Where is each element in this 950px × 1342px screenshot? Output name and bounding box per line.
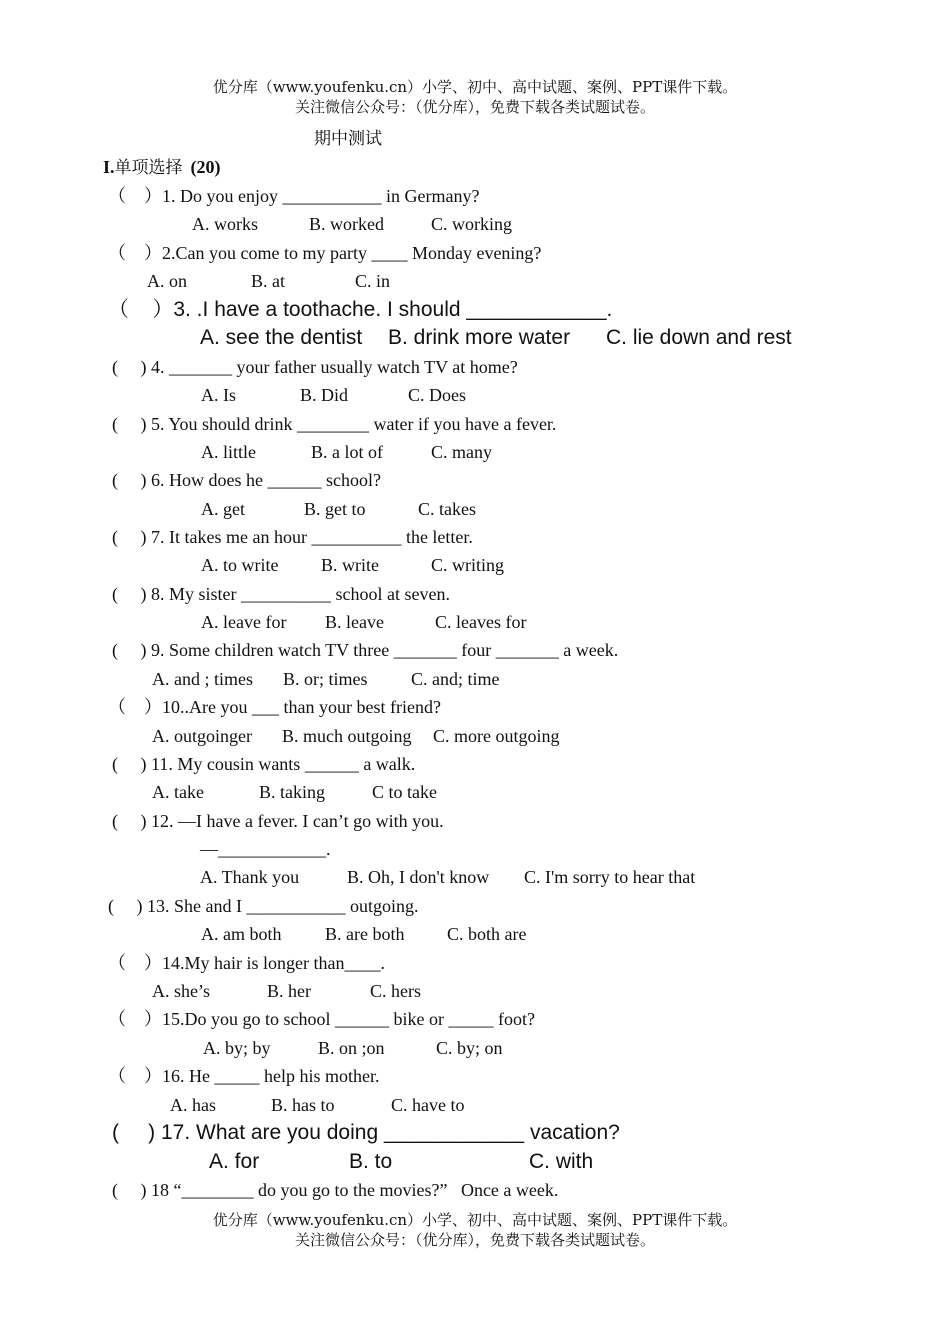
question-13-option-c: C. both are [447, 924, 527, 944]
question-14-stem: （ ）14.My hair is longer than____. [108, 953, 385, 973]
section-heading [103, 156, 221, 179]
question-5-option-a: A. little [201, 442, 256, 462]
question-12-reply: —____________. [200, 839, 331, 859]
question-9-option-c: C. and; time [411, 669, 500, 689]
question-3-stem: （ ）3. .I have a toothache. I should ____________. [108, 298, 613, 321]
section-number: I. [103, 157, 115, 177]
question-14-option-a: A. she’s [152, 981, 210, 1001]
question-6-option-a: A. get [201, 499, 245, 519]
question-16-option-b: B. has to [271, 1095, 335, 1115]
question-7-option-b: B. write [321, 555, 379, 575]
question-16-option-a: A. has [170, 1095, 216, 1115]
question-9-stem: ( ) 9. Some children watch TV three _______ four _______ a week. [112, 640, 619, 660]
section-score: (20) [190, 157, 221, 177]
question-14-option-c: C. hers [370, 981, 421, 1001]
question-15-option-c: C. by; on [436, 1038, 503, 1058]
question-6-option-c: C. takes [418, 499, 476, 519]
question-10-option-a: A. outgoinger [152, 726, 252, 746]
question-18-stem: ( ) 18 “________ do you go to the movies?” Once a week. [112, 1180, 559, 1200]
question-3-option-a: A. see the dentist [200, 326, 363, 349]
question-10-option-c: C. more outgoing [433, 726, 560, 746]
question-11-option-b: B. taking [259, 782, 325, 802]
question-9-option-a: A. and ; times [152, 669, 253, 689]
question-12-option-b: B. Oh, I don't know [347, 867, 490, 887]
question-15-option-b: B. on ;on [318, 1038, 385, 1058]
footer-line-2: 关注微信公众号：（优分库），免费下载各类试题试卷。 [294, 1231, 655, 1249]
question-2-option-b: B. at [251, 271, 285, 291]
question-4-stem: ( ) 4. _______ your father usually watch TV at home? [112, 357, 518, 377]
footer-line-1: 优分库（www.youfenku.cn）小学、初中、高中试题、案例、PPT课件下载。 [212, 1211, 738, 1229]
question-6-stem: ( ) 6. How does he ______ school? [112, 470, 381, 490]
question-11-option-a: A. take [152, 782, 204, 802]
page-title: 期中测试 [314, 129, 382, 149]
question-7-option-a: A. to write [201, 555, 279, 575]
question-13-option-a: A. am both [201, 924, 282, 944]
header-line-2: 关注微信公众号：（优分库），免费下载各类试题试卷。 [294, 98, 655, 116]
section-name: 单项选择 [114, 158, 183, 178]
question-8-option-b: B. leave [325, 612, 384, 632]
question-10-option-b: B. much outgoing [282, 726, 412, 746]
question-3-option-c: C. lie down and rest [606, 326, 792, 349]
question-16-option-c: C. have to [391, 1095, 465, 1115]
question-17-option-b: B. to [349, 1150, 393, 1173]
question-1-stem: （ ）1. Do you enjoy ___________ in Germany? [108, 186, 480, 206]
question-14-option-b: B. her [267, 981, 311, 1001]
question-17-option-c: C. with [529, 1150, 594, 1173]
question-5-option-c: C. many [431, 442, 492, 462]
question-4-option-c: C. Does [408, 385, 466, 405]
header-line-1: 优分库（www.youfenku.cn）小学、初中、高中试题、案例、PPT课件下载。 [212, 78, 738, 96]
question-7-option-c: C. writing [431, 555, 505, 575]
question-3-option-b: B. drink more water [388, 326, 571, 349]
question-12-option-c: C. I'm sorry to hear that [524, 867, 696, 887]
question-5-stem: ( ) 5. You should drink ________ water if you have a fever. [112, 414, 557, 434]
question-4-option-a: A. Is [201, 385, 236, 405]
question-17-stem: ( ) 17. What are you doing ____________ vacation? [112, 1121, 620, 1144]
question-9-option-b: B. or; times [283, 669, 368, 689]
question-13-option-b: B. are both [325, 924, 405, 944]
question-2-option-a: A. on [147, 271, 187, 291]
question-4-option-b: B. Did [300, 385, 349, 405]
question-12-option-a: A. Thank you [200, 867, 300, 887]
question-11-option-c: C to take [372, 782, 437, 802]
question-8-option-a: A. leave for [201, 612, 287, 632]
question-11-stem: ( ) 11. My cousin wants ______ a walk. [112, 754, 416, 774]
question-6-option-b: B. get to [304, 499, 366, 519]
question-5-option-b: B. a lot of [311, 442, 383, 462]
question-2-option-c: C. in [355, 271, 391, 291]
question-1-option-a: A. works [192, 214, 258, 234]
question-10-stem: （ ）10..Are you ___ than your best friend? [108, 697, 441, 717]
question-12-stem: ( ) 12. —I have a fever. I can’t go with you. [112, 811, 444, 831]
question-2-stem: （ ）2.Can you come to my party ____ Monday evening? [108, 243, 542, 263]
question-1-option-b: B. worked [309, 214, 384, 234]
question-13-stem: ( ) 13. She and I ___________ outgoing. [108, 896, 419, 916]
question-15-stem: （ ）15.Do you go to school ______ bike or _____ foot? [108, 1009, 535, 1029]
question-16-stem: （ ）16. He _____ help his mother. [108, 1066, 380, 1086]
question-15-option-a: A. by; by [203, 1038, 271, 1058]
question-17-option-a: A. for [209, 1150, 260, 1173]
question-1-option-c: C. working [431, 214, 512, 234]
question-7-stem: ( ) 7. It takes me an hour __________ the letter. [112, 527, 473, 547]
question-8-stem: ( ) 8. My sister __________ school at seven. [112, 584, 450, 604]
question-8-option-c: C. leaves for [435, 612, 527, 632]
